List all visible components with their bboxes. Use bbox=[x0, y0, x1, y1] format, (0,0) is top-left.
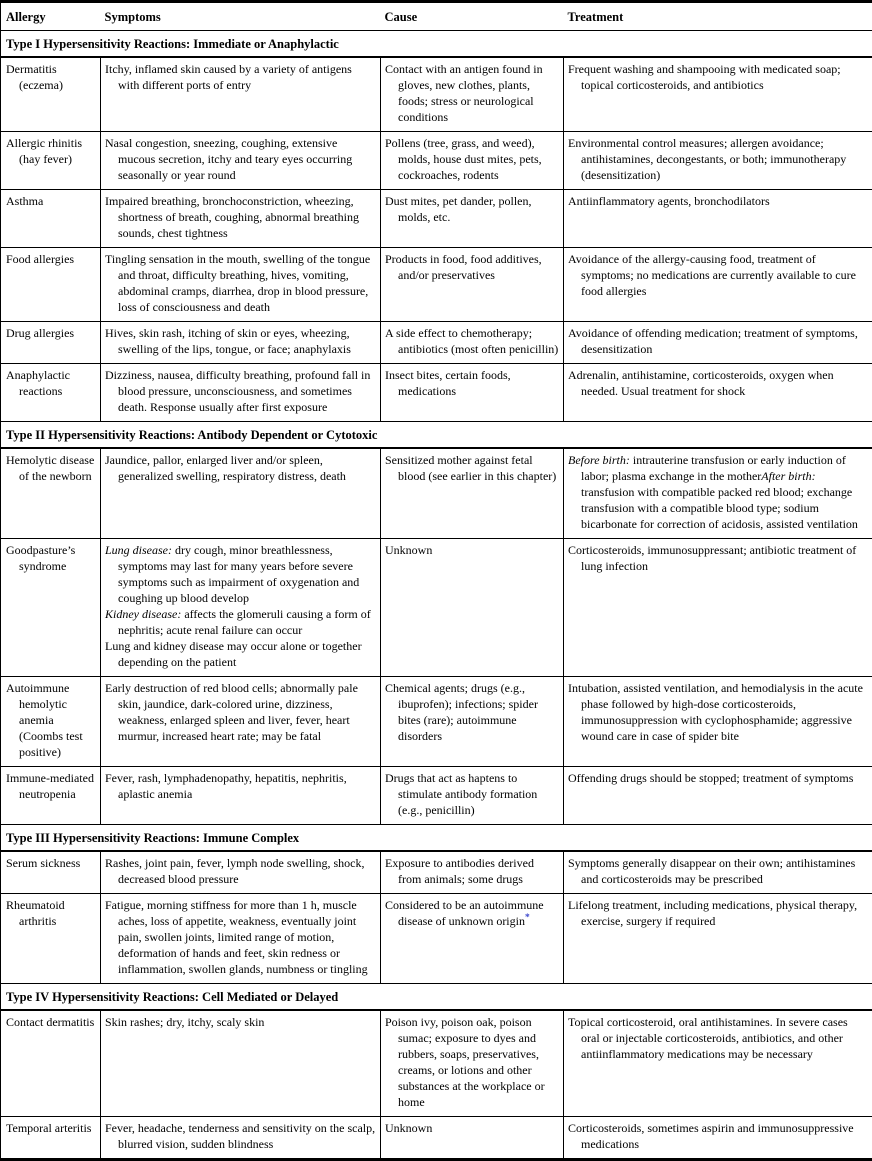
text-run: Fever, rash, lymphadenopathy, hepatitis, nephritis, aplastic anemia bbox=[105, 771, 347, 801]
column-header-row bbox=[1, 2, 872, 31]
cause-cell bbox=[381, 767, 564, 825]
text-run: Skin rashes; dry, itchy, scaly skin bbox=[105, 1015, 264, 1029]
table-row bbox=[1, 894, 872, 984]
treatment-cell bbox=[564, 1010, 872, 1117]
text-run: Tingling sensation in the mouth, swelling of the tongue and throat, difficulty breathing, hives, vomiting, abdominal cramps, diarrhea, drop in blood pressure, loss of consciousness and death bbox=[105, 252, 370, 314]
column-header-cause: Cause bbox=[381, 2, 564, 31]
text-run: Lung and kidney disease may occur alone or together depending on the patient bbox=[105, 639, 362, 669]
allergy-cell bbox=[1, 851, 101, 894]
cell-paragraph bbox=[568, 897, 868, 929]
cell-paragraph bbox=[568, 1120, 868, 1152]
cell-paragraph bbox=[568, 1014, 868, 1062]
text-run: Avoidance of the allergy-causing food, treatment of symptoms; no medications are currently available to cure food allergies bbox=[568, 252, 856, 298]
cell-paragraph bbox=[6, 325, 98, 341]
table-header bbox=[1, 2, 872, 31]
text-run: Immune-mediated neutropenia bbox=[6, 771, 94, 801]
text-run: Antiinflammatory agents, bronchodilators bbox=[568, 194, 770, 208]
cell-paragraph bbox=[568, 251, 868, 299]
cell-paragraph bbox=[6, 135, 98, 167]
cell-paragraph bbox=[385, 367, 559, 399]
cell-paragraph bbox=[568, 452, 868, 532]
table-row bbox=[1, 364, 872, 422]
text-run: Dermatitis (eczema) bbox=[6, 62, 63, 92]
allergy-cell bbox=[1, 248, 101, 322]
cell-paragraph bbox=[385, 855, 559, 887]
text-run: Fever, headache, tenderness and sensitivity on the scalp, blurred vision, sudden blindness bbox=[105, 1121, 375, 1151]
allergy-cell bbox=[1, 1117, 101, 1160]
section-header-row bbox=[1, 825, 872, 852]
text-run: Considered to be an autoimmune disease of unknown origin bbox=[385, 898, 544, 928]
cell-paragraph bbox=[6, 61, 98, 93]
cause-cell bbox=[381, 132, 564, 190]
cell-paragraph bbox=[568, 61, 868, 93]
text-run: Lifelong treatment, including medications, physical therapy, exercise, surgery if required bbox=[568, 898, 857, 928]
symptoms-cell bbox=[101, 322, 381, 364]
table-row bbox=[1, 448, 872, 539]
symptoms-cell bbox=[101, 132, 381, 190]
cell-paragraph bbox=[385, 680, 559, 744]
table-row bbox=[1, 1010, 872, 1117]
text-run: Autoimmune hemolytic anemia (Coombs test positive) bbox=[6, 681, 83, 759]
text-run: Chemical agents; drugs (e.g., ibuprofen); infections; spider bites (rare); autoimmune disorders bbox=[385, 681, 538, 743]
cell-paragraph bbox=[105, 193, 376, 241]
text-run: Poison ivy, poison oak, poison sumac; exposure to dyes and rubbers, soaps, preservatives, creams, or lotions and other substances at the workplace or home bbox=[385, 1015, 545, 1109]
text-run: Topical corticosteroid, oral antihistamines. In severe cases oral or injectable corticosteroids, antibiotics, and other antiinflammatory medications may be necessary bbox=[568, 1015, 848, 1061]
table-row bbox=[1, 248, 872, 322]
text-run: Adrenalin, antihistamine, corticosteroids, oxygen when needed. Usual treatment for shock bbox=[568, 368, 834, 398]
allergy-cell bbox=[1, 322, 101, 364]
text-run: Unknown bbox=[385, 543, 432, 557]
symptoms-cell bbox=[101, 1117, 381, 1160]
cell-paragraph bbox=[105, 61, 376, 93]
treatment-cell bbox=[564, 364, 872, 422]
text-run: Symptoms generally disappear on their own; antihistamines and corticosteroids may be prescribed bbox=[568, 856, 855, 886]
symptoms-cell bbox=[101, 248, 381, 322]
table-row bbox=[1, 767, 872, 825]
cell-paragraph bbox=[385, 135, 559, 183]
cell-paragraph bbox=[105, 770, 376, 802]
cell-paragraph bbox=[385, 897, 559, 929]
cell-paragraph bbox=[385, 325, 559, 357]
text-run: Products in food, food additives, and/or preservatives bbox=[385, 252, 542, 282]
text-run: Pollens (tree, grass, and weed), molds, house dust mites, pets, cockroaches, rodents bbox=[385, 136, 542, 182]
cell-paragraph bbox=[105, 855, 376, 887]
section-title: Type III Hypersensitivity Reactions: Immune Complex bbox=[1, 825, 872, 852]
allergy-cell bbox=[1, 539, 101, 677]
cause-cell bbox=[381, 364, 564, 422]
text-run: affects the glomeruli causing a form of nephritis; acute renal failure can occur bbox=[118, 607, 371, 637]
cell-paragraph bbox=[6, 251, 98, 267]
cell-paragraph bbox=[568, 855, 868, 887]
table-row bbox=[1, 190, 872, 248]
cell-paragraph bbox=[105, 606, 376, 638]
text-run: Hives, skin rash, itching of skin or eyes, wheezing, swelling of the lips, tongue, or face; anaphylaxis bbox=[105, 326, 351, 356]
allergy-cell bbox=[1, 894, 101, 984]
section-header-row bbox=[1, 984, 872, 1011]
column-header-allergy: Allergy bbox=[1, 2, 101, 31]
cell-paragraph bbox=[568, 770, 868, 786]
treatment-cell bbox=[564, 248, 872, 322]
text-run: Frequent washing and shampooing with medicated soap; topical corticosteroids, and antibiotics bbox=[568, 62, 841, 92]
text-run: intrauterine transfusion or early induction of labor; plasma exchange in the mother bbox=[581, 453, 846, 483]
table-row bbox=[1, 539, 872, 677]
cause-cell bbox=[381, 190, 564, 248]
cell-paragraph bbox=[568, 367, 868, 399]
table-row bbox=[1, 677, 872, 767]
text-run: Exposure to antibodies derived from animals; some drugs bbox=[385, 856, 534, 886]
cell-paragraph bbox=[6, 367, 98, 399]
treatment-cell bbox=[564, 851, 872, 894]
text-run: Allergic rhinitis (hay fever) bbox=[6, 136, 82, 166]
text-run: Hemolytic disease of the newborn bbox=[6, 453, 94, 483]
text-run: Intubation, assisted ventilation, and hemodialysis in the acute phase followed by high-dose corticosteroids, immunosuppression with cyclophosphamide; aggressive wound care in case of spider bite bbox=[568, 681, 863, 743]
text-run: Early destruction of red blood cells; abnormally pale skin, jaundice, dark-colored urine, dizziness, weakness, enlarged spleen and liver, fever, heart murmur, increased heart rate; may be fatal bbox=[105, 681, 358, 743]
cell-paragraph bbox=[105, 638, 376, 670]
cause-cell bbox=[381, 448, 564, 539]
cell-paragraph bbox=[568, 325, 868, 357]
text-run: Offending drugs should be stopped; treatment of symptoms bbox=[568, 771, 853, 785]
text-run: Serum sickness bbox=[6, 856, 80, 870]
symptoms-cell bbox=[101, 677, 381, 767]
text-run: Fatigue, morning stiffness for more than 1 h, muscle aches, loss of appetite, weakness, eventually joint pain, swollen joints, limited range of motion, deformation of hands and feet, skin redness or inflammation, swollen glands, numbness or tingling bbox=[105, 898, 368, 976]
table-row bbox=[1, 132, 872, 190]
section-title: Type I Hypersensitivity Reactions: Immediate or Anaphylactic bbox=[1, 31, 872, 58]
cause-cell bbox=[381, 894, 564, 984]
text-run: Food allergies bbox=[6, 252, 74, 266]
text-run: Itchy, inflamed skin caused by a variety of antigens with different ports of entry bbox=[105, 62, 352, 92]
cell-paragraph bbox=[6, 193, 98, 209]
italic-lead-in: Kidney disease: bbox=[105, 607, 181, 621]
symptoms-cell bbox=[101, 57, 381, 132]
cell-paragraph bbox=[568, 680, 868, 744]
allergy-cell bbox=[1, 132, 101, 190]
treatment-cell bbox=[564, 894, 872, 984]
cell-paragraph bbox=[385, 452, 559, 484]
cell-paragraph bbox=[385, 542, 559, 558]
text-run: Nasal congestion, sneezing, coughing, extensive mucous secretion, itchy and teary eyes occurring seasonally or year round bbox=[105, 136, 352, 182]
section-title: Type IV Hypersensitivity Reactions: Cell Mediated or Delayed bbox=[1, 984, 872, 1011]
cell-paragraph bbox=[105, 325, 376, 357]
symptoms-cell bbox=[101, 364, 381, 422]
cell-paragraph bbox=[6, 855, 98, 871]
cell-paragraph bbox=[385, 770, 559, 818]
allergy-cell bbox=[1, 448, 101, 539]
treatment-cell bbox=[564, 132, 872, 190]
cause-cell bbox=[381, 1117, 564, 1160]
treatment-cell bbox=[564, 448, 872, 539]
text-run: Dust mites, pet dander, pollen, molds, etc. bbox=[385, 194, 532, 224]
symptoms-cell bbox=[101, 1010, 381, 1117]
column-header-symptoms: Symptoms bbox=[101, 2, 381, 31]
cell-paragraph bbox=[385, 193, 559, 225]
text-run: Insect bites, certain foods, medications bbox=[385, 368, 511, 398]
treatment-cell bbox=[564, 190, 872, 248]
text-run: Dizziness, nausea, difficulty breathing, profound fall in blood pressure, unconsciousness, and sometimes death. Response usually after first exposure bbox=[105, 368, 370, 414]
symptoms-cell bbox=[101, 190, 381, 248]
text-run: Avoidance of offending medication; treatment of symptoms, desensitization bbox=[568, 326, 858, 356]
table-row bbox=[1, 1117, 872, 1160]
text-run: Contact with an antigen found in gloves, new clothes, plants, foods; stress or neurological conditions bbox=[385, 62, 543, 124]
cell-paragraph bbox=[105, 680, 376, 744]
text-run: Impaired breathing, bronchoconstriction, wheezing, shortness of breath, coughing, abnormal breathing sounds, chest tightness bbox=[105, 194, 359, 240]
cause-cell bbox=[381, 677, 564, 767]
cell-paragraph bbox=[105, 452, 376, 484]
cell-paragraph bbox=[105, 367, 376, 415]
cell-paragraph bbox=[6, 1014, 98, 1030]
text-run: Contact dermatitis bbox=[6, 1015, 94, 1029]
text-run: Rheumatoid arthritis bbox=[6, 898, 65, 928]
cause-cell bbox=[381, 57, 564, 132]
table-body bbox=[1, 31, 872, 1160]
text-run: Drug allergies bbox=[6, 326, 74, 340]
allergy-cell bbox=[1, 767, 101, 825]
text-run: Drugs that act as haptens to stimulate antibody formation (e.g., penicillin) bbox=[385, 771, 537, 817]
allergy-cell bbox=[1, 57, 101, 132]
text-run: Corticosteroids, sometimes aspirin and immunosuppressive medications bbox=[568, 1121, 854, 1151]
table-row bbox=[1, 57, 872, 132]
section-header-row bbox=[1, 422, 872, 449]
treatment-cell bbox=[564, 539, 872, 677]
cell-paragraph bbox=[568, 542, 868, 574]
text-run: Temporal arteritis bbox=[6, 1121, 91, 1135]
cell-paragraph bbox=[105, 251, 376, 315]
text-run: Asthma bbox=[6, 194, 43, 208]
cell-paragraph bbox=[105, 135, 376, 183]
text-run: Goodpasture’s syndrome bbox=[6, 543, 75, 573]
column-header-treatment: Treatment bbox=[564, 2, 872, 31]
treatment-cell bbox=[564, 767, 872, 825]
text-run: Corticosteroids, immunosuppressant; antibiotic treatment of lung infection bbox=[568, 543, 856, 573]
text-run: Rashes, joint pain, fever, lymph node swelling, shock, decreased blood pressure bbox=[105, 856, 364, 886]
cell-paragraph bbox=[6, 452, 98, 484]
cell-paragraph bbox=[6, 680, 98, 760]
section-title: Type II Hypersensitivity Reactions: Antibody Dependent or Cytotoxic bbox=[1, 422, 872, 449]
footnote-marker-link[interactable]: * bbox=[525, 913, 530, 923]
text-run: transfusion with compatible packed red blood; exchange transfusion with a compatible blood type; sodium bicarbonate for correction of acidosis, assisted ventilation bbox=[581, 485, 858, 531]
cell-paragraph bbox=[105, 542, 376, 606]
allergy-cell bbox=[1, 1010, 101, 1117]
cell-paragraph bbox=[105, 1014, 376, 1030]
allergy-cell bbox=[1, 364, 101, 422]
section-header-row bbox=[1, 31, 872, 58]
cell-paragraph bbox=[385, 1014, 559, 1110]
symptoms-cell bbox=[101, 851, 381, 894]
cause-cell bbox=[381, 539, 564, 677]
text-run: A side effect to chemotherapy; antibiotics (most often penicillin) bbox=[385, 326, 558, 356]
cell-paragraph bbox=[105, 1120, 376, 1152]
symptoms-cell bbox=[101, 539, 381, 677]
text-run: Anaphylactic reactions bbox=[6, 368, 70, 398]
text-run: Jaundice, pallor, enlarged liver and/or spleen, generalized swelling, respiratory distress, death bbox=[105, 453, 346, 483]
cell-paragraph bbox=[568, 135, 868, 183]
table-row bbox=[1, 322, 872, 364]
cell-paragraph bbox=[568, 193, 868, 209]
symptoms-cell bbox=[101, 894, 381, 984]
text-run: Unknown bbox=[385, 1121, 432, 1135]
text-run: dry cough, minor breathlessness, symptoms may last for many years before severe symptoms such as impairment of oxygenation and coughing up blood develop bbox=[118, 543, 359, 605]
text-run: Environmental control measures; allergen avoidance; antihistamines, decongestants, or both; immunotherapy (desensitization) bbox=[568, 136, 846, 182]
allergy-cell bbox=[1, 677, 101, 767]
cause-cell bbox=[381, 322, 564, 364]
cell-paragraph bbox=[6, 897, 98, 929]
treatment-cell bbox=[564, 57, 872, 132]
treatment-cell bbox=[564, 677, 872, 767]
allergy-cell bbox=[1, 190, 101, 248]
symptoms-cell bbox=[101, 448, 381, 539]
text-run: Sensitized mother against fetal blood (see earlier in this chapter) bbox=[385, 453, 556, 483]
italic-lead-in: Before birth: bbox=[568, 453, 630, 467]
cause-cell bbox=[381, 1010, 564, 1117]
italic-lead-in: Lung disease: bbox=[105, 543, 172, 557]
cause-cell bbox=[381, 851, 564, 894]
cell-paragraph bbox=[6, 542, 98, 574]
treatment-cell bbox=[564, 322, 872, 364]
cell-paragraph bbox=[385, 251, 559, 283]
cell-paragraph bbox=[385, 61, 559, 125]
cause-cell bbox=[381, 248, 564, 322]
table-row bbox=[1, 851, 872, 894]
italic-lead-in: After birth: bbox=[761, 469, 815, 483]
cell-paragraph bbox=[105, 897, 376, 977]
cell-paragraph bbox=[6, 770, 98, 802]
symptoms-cell bbox=[101, 767, 381, 825]
treatment-cell bbox=[564, 1117, 872, 1160]
